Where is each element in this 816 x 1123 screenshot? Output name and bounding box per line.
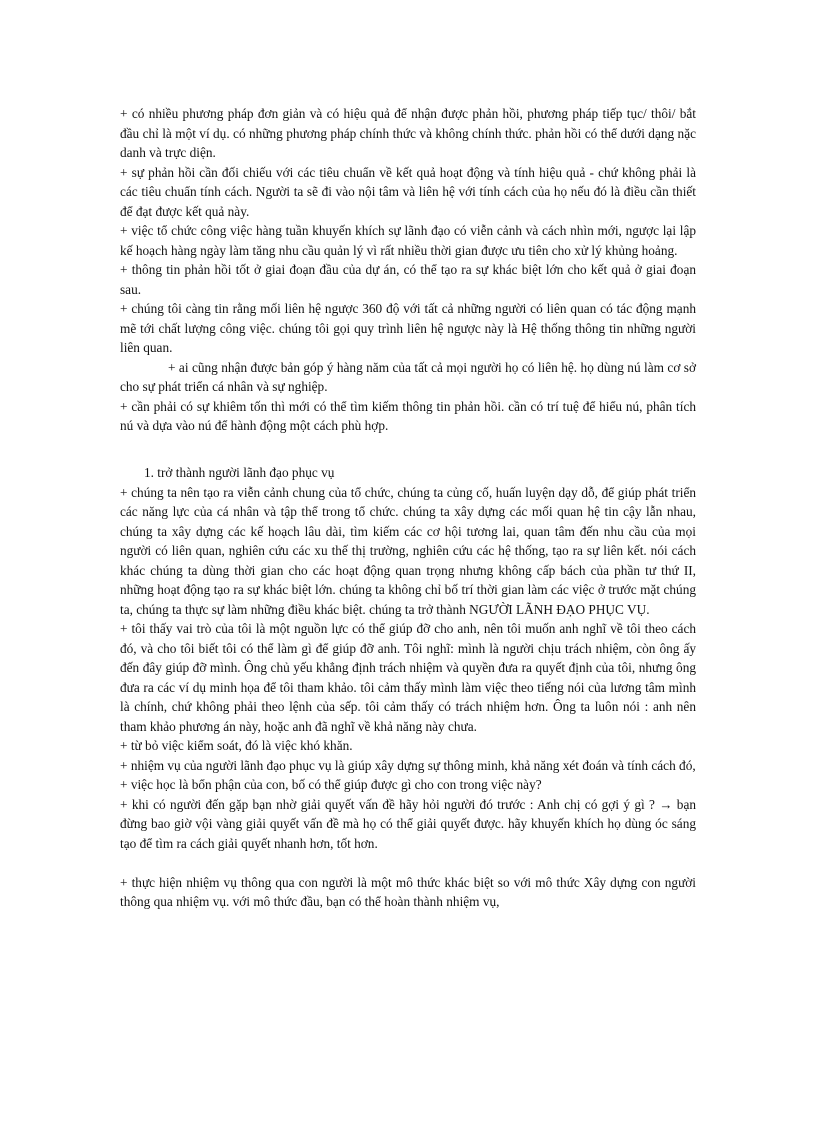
paragraph-give-up-control: + từ bỏ việc kiểm soát, đó là việc khó khăn. [120,738,353,753]
paragraph-early-feedback: + thông tin phản hồi tốt ở giai đoạn đầu của dự án, có thể tạo ra sự khác biệt lớn cho kết quả ở giai đoạn sau. [120,262,696,297]
paragraph-shared-vision: + chúng ta nên tạo ra viễn cảnh chung của tổ chức, chúng ta củng cố, huấn luyện dạy dỗ, để giúp phát triển các năng lực của cá nhân và tập thể trong tổ chức. chúng ta xây dựng các mối quan hệ tin cậy lẫn nhau, chúng ta xây dựng các kế hoạch lâu dài, tìm kiếm các cơ hội tương lai, quan tâm đến nhu cầu của mọi người có liên quan, nghiên cứu các xu thế thị trường, nghiên cứu các hệ thống, tạo ra sự liên kết. nói cách khác chúng ta dùng thời gian cho các hoạt động quan trọng nhưng không cấp bách của phần tư thứ II, những hoạt động tạo ra sự khác biệt lớn. chúng ta không chỉ bố trí thời gian làm các việc ở trước mặt chúng ta, chúng ta thực sự làm những điều khác biệt. chúng ta trở thành NGƯỜI LÃNH ĐẠO PHỤC VỤ. [120,484,696,617]
document-page [120,104,696,912]
paragraph-feedback-methods: + có nhiều phương pháp đơn giản và có hiệu quả để nhận được phản hồi, phương pháp tiếp tục/ thôi/ bắt đầu chỉ là một ví dụ. có những phương pháp chính thức và không chính thức. phản hồi có thể dưới dạng nặc danh và trực diện. [120,106,696,160]
paragraph-feedback-standards: + sự phản hồi cần đối chiếu với các tiêu chuẩn về kết quả hoạt động và tính hiệu quả - chứ không phải là các tiêu chuẩn tính cách. Người ta sẽ đi vào nội tâm và liên hệ với tính cách của họ nếu đó là điều cần thiết để đạt được kết quả này. [120,164,696,219]
blank-line [120,436,696,456]
paragraph-humility: + cần phải có sự khiêm tốn thì mới có thể tìm kiếm thông tin phản hồi. cần có trí tuệ để hiểu nú, phân tích nú và dựa vào nú để hành động một cách phù hợp. [120,398,696,433]
blank-line [120,853,696,873]
paragraph-servant-leader-task: + nhiệm vụ của người lãnh đạo phục vụ là giúp xây dựng sự thông minh, khả năng xét đoán và tính cách đó, [120,757,696,773]
paragraph-task-through-people: + thực hiện nhiệm vụ thông qua con người là một mô thức khác biệt so với mô thức Xây dựng con người thông qua nhiệm vụ. với mô thức đầu, bạn có thể hoàn thành nhiệm vụ, [120,874,696,909]
section-heading: 1. trở thành người lãnh đạo phục vụ [144,465,335,480]
paragraph-problem-solving: + khi có người đến gặp bạn nhờ giải quyết vấn đề hãy hỏi người đó trước : Anh chị có gợi ý gì ? → bạn đừng bao giờ vội vàng giải quyết vấn đề mà họ có thể giải quyết được. hãy khuyến khích họ dùng óc sáng tạo để tìm ra cách giải quyết nhanh hơn, tốt hơn. [120,796,696,851]
paragraph-360-feedback: + chúng tôi càng tin rằng mối liên hệ ngược 360 độ với tất cả những người có liên quan có tác động mạnh mẽ tới chất lượng công việc. chúng tôi gọi quy trình liên hệ ngược này là Hệ thống thông tin những người liên quan. [120,301,696,355]
paragraph-learning-duty: + việc học là bổn phận của con, bố có thể giúp được gì cho con trong việc này? [120,777,542,792]
paragraph-weekly-planning: + việc tổ chức công việc hàng tuần khuyến khích sự lãnh đạo có viễn cảnh và cách nhìn mới, ngược lại lập kế hoạch hàng ngày làm tăng nhu cầu quản lý vì rất nhiều thời gian được ưu tiên cho xử lý khủng hoảng. [120,223,696,258]
paragraph-resource-role: + tôi thấy vai trò của tôi là một nguồn lực có thể giúp đỡ cho anh, nên tôi muốn anh nghĩ về tôi theo cách đó, và cho tôi biết tôi có thể làm gì để giúp đỡ anh. Tôi nghĩ: mình là người chịu trách nhiệm, còn ông ấy đến đây giúp đỡ mình. Ông chủ yếu khẳng định trách nhiệm và quyền đưa ra quyết định của tôi, nhưng ông đưa ra các ví dụ minh họa để tôi tham khảo. tôi cảm thấy mình làm việc theo tiếng nói của lương tâm mình là chính, chứ không phải theo lệnh của sếp. tôi cảm thấy có trách nhiệm hơn. Ông ta luôn nói : anh nên tham khảo phương án này, hoặc anh đã nghĩ về khả năng này chưa. [120,621,696,734]
paragraph-annual-review: + ai cũng nhận được bản góp ý hàng năm của tất cả mọi người họ có liên hệ. họ dùng nú làm cơ sở cho sự phát triển cá nhân và sự nghiệp. [120,359,696,394]
